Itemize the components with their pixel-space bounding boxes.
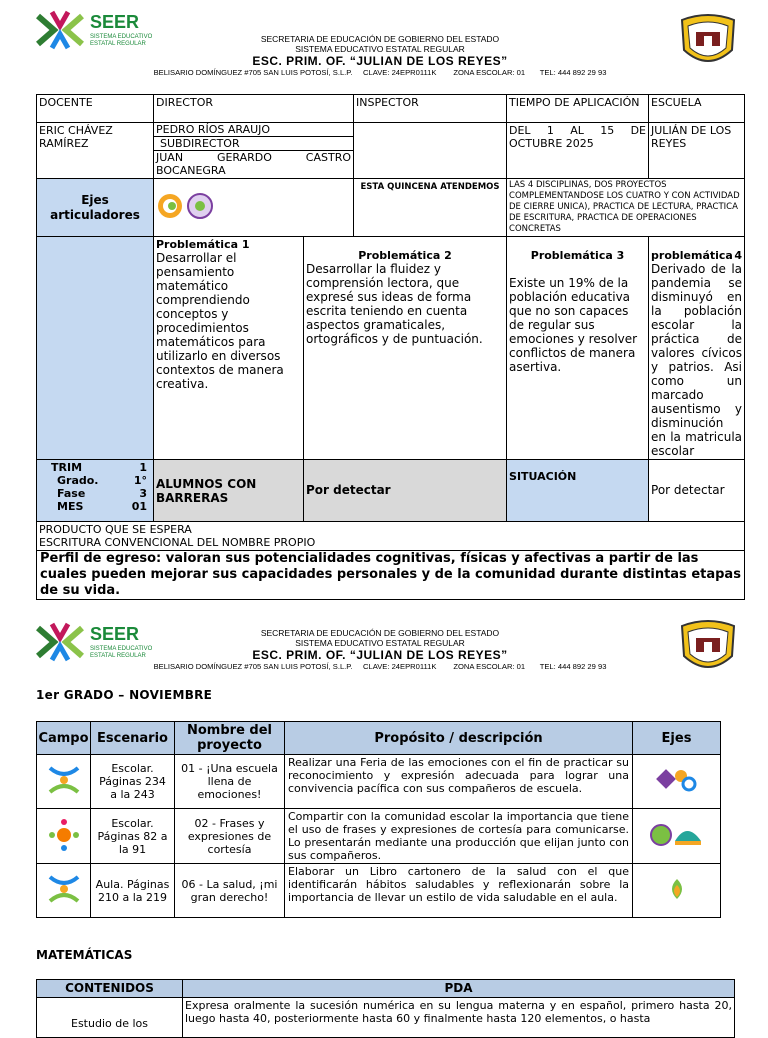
problem-4-number: 4	[734, 249, 743, 262]
problem-4-title: problemática	[651, 249, 733, 262]
table-row	[37, 809, 721, 864]
problem-1	[154, 237, 304, 460]
brand-name-2: SEER	[90, 624, 140, 644]
header-text	[100, 34, 660, 78]
ejes-label: Ejes articuladores	[37, 179, 154, 237]
problem-4	[649, 237, 745, 460]
projects-table	[36, 721, 721, 918]
problem-3-title: Problemática 3	[530, 249, 625, 262]
brand-name: SEER	[90, 12, 140, 32]
director-cell	[154, 123, 354, 179]
grado-value: 1°	[133, 474, 147, 487]
vida-saludable-icon	[663, 875, 691, 903]
header-line-2b: SISTEMA EDUCATIVO ESTATAL REGULAR	[295, 638, 465, 648]
school-crest-icon	[676, 10, 740, 74]
section-title-november: 1er GRADO – NOVIEMBRE	[36, 688, 213, 702]
quincena-value: LAS 4 DISCIPLINAS, DOS PROYECTOS COMPLEMENTANDOSE LOS CUATRO Y CON ACTIVIDAD DE CIERRE UNICA), PRACTICA DE LECTURA, PRACTICA DE ESCRITURA, PRACTICA DE OPERACIONES CONCRETAS	[507, 179, 745, 237]
col-proposito: Propósito / descripción	[285, 722, 633, 755]
perfil-egreso: Perfil de egreso: valoran sus potencialidades cognitivas, físicas y afectivas a partir de las cuales pueden mejorar sus capacidades personales y de la comunidad durante distintas etapas de su vida.	[37, 551, 745, 600]
proposito-1: Realizar una Feria de las emociones con el fin de practicar su reconocimiento y expresión adecuada para lograr una convivencia pacífica con sus compañeros de escuela.	[285, 755, 633, 809]
escuela-header: ESCUELA	[649, 95, 745, 123]
problem-1-title: Problemática 1	[156, 238, 250, 251]
ejes-icons-2	[649, 821, 705, 849]
escenario-1: Escolar. Páginas 234 a la 243	[91, 755, 175, 809]
producto-cell	[37, 522, 745, 551]
inspector-value	[354, 123, 507, 179]
campo-icon-cell	[37, 755, 91, 809]
mes-label: MES	[57, 500, 84, 513]
tiempo-value: DEL 1 AL 15 DE OCTUBRE 2025	[507, 123, 649, 179]
director-header: DIRECTOR	[154, 95, 354, 123]
school-address-2: BELISARIO DOMÍNGUEZ #705 SAN LUIS POTOSÍ, S.L.P. CLAVE: 24EPR0111K ZONA ESCOLAR: 01 TEL: 444 892 29 93	[153, 662, 607, 671]
ejes-1	[633, 755, 721, 809]
alumnos-value: Por detectar	[304, 460, 507, 522]
ejes-icons-1	[655, 766, 699, 794]
school-crest-icon	[676, 616, 740, 680]
inclusion-icon	[158, 194, 182, 218]
interculturality-icon	[188, 194, 212, 218]
problem-3	[507, 237, 649, 460]
contenido-1: Estudio de los	[37, 998, 183, 1038]
page-header-2	[0, 612, 768, 692]
problem-2-text: Desarrollar la fluidez y comprensión lectora, que expresé sus ideas de forma escrita teniendo en cuenta aspectos gramaticales, ortográficos y de puntuación.	[306, 262, 483, 346]
col-pda: PDA	[183, 980, 735, 998]
ejes-3	[633, 864, 721, 918]
problem-4-text: Derivado de la pandemia se disminuyó en la población escolar la práctica de valores cívicos y patrios. Asi como un marcado ausentismo y disminución en la matricula escolar	[651, 262, 743, 458]
lenguajes-campo-icon	[46, 817, 82, 853]
tiempo-header: TIEMPO DE APLICACIÓN	[507, 95, 649, 123]
campo-icon-cell	[37, 864, 91, 918]
campo-icon-cell	[37, 809, 91, 864]
problem-1-text: Desarrollar el pensamiento matemático comprendiendo conceptos y procedimientos matemáticos para utilizarlo en diversos contextos de manera creativa.	[156, 251, 284, 391]
trim-label: TRIM	[51, 461, 83, 474]
page-header	[0, 0, 768, 80]
seer-emblem-icon	[34, 8, 86, 52]
alumnos-label: ALUMNOS CON BARRERAS	[154, 460, 304, 522]
col-proyecto: Nombre del proyecto	[175, 722, 285, 755]
table-row	[37, 755, 721, 809]
problems-side	[37, 237, 154, 460]
proyecto-2: 02 - Frases y expresiones de cortesía	[175, 809, 285, 864]
fase-value: 3	[139, 487, 147, 500]
subdirector-name: JUAN GERARDO CASTRO BOCANEGRA	[156, 151, 352, 177]
docente-name: ERIC CHÁVEZ RAMÍREZ	[37, 123, 154, 179]
proposito-3: Elaborar un Libro cartonero de la salud con el que identificarán hábitos saludables y reflexionarán sobre la importancia de llevar un estilo de vida saludable en el aula.	[285, 864, 633, 918]
school-name-2: ESC. PRIM. OF. “JULIAN DE LOS REYES”	[252, 648, 508, 662]
subdirector-label: SUBDIRECTOR	[154, 136, 353, 150]
situacion-label: SITUACIÓN	[507, 460, 649, 522]
escenario-2: Escolar. Páginas 82 a la 91	[91, 809, 175, 864]
planning-table	[36, 94, 745, 600]
proyecto-1: 01 - ¡Una escuela llena de emociones!	[175, 755, 285, 809]
director-name: PEDRO RÍOS ARAUJO	[156, 123, 271, 136]
escenario-3: Aula. Páginas 210 a la 219	[91, 864, 175, 918]
col-contenidos: CONTENIDOS	[37, 980, 183, 998]
situacion-value: Por detectar	[649, 460, 745, 522]
proyecto-3: 06 - La salud, ¡mi gran derecho!	[175, 864, 285, 918]
brand-subtitle: SISTEMA EDUCATIVO ESTATAL REGULAR	[90, 34, 153, 47]
math-table	[36, 979, 735, 1038]
pda-1: Expresa oralmente la sucesión numérica en su lengua materna y en español, primero hasta 20, luego hasta 40, posteriormente hasta 60 y finalmente hasta 120 elementos, o hasta	[183, 998, 735, 1038]
problem-2	[304, 237, 507, 460]
brand-subtitle-2: SISTEMA EDUCATIVO ESTATAL REGULAR	[90, 646, 153, 659]
escuela-value: JULIÁN DE LOS REYES	[649, 123, 745, 179]
col-escenario: Escenario	[91, 722, 175, 755]
section-title-matematicas: MATEMÁTICAS	[36, 948, 133, 962]
header-line-1: SECRETARIA DE EDUCACIÓN DE GOBIERNO DEL ESTADO	[260, 34, 500, 44]
docente-header: DOCENTE	[37, 95, 154, 123]
table-row	[37, 864, 721, 918]
producto-label: PRODUCTO QUE SE ESPERA	[39, 523, 192, 536]
ejes-2	[633, 809, 721, 864]
col-ejes: Ejes	[633, 722, 721, 755]
seer-emblem-icon	[34, 620, 86, 664]
fase-label: Fase	[57, 487, 86, 500]
problem-3-text: Existe un 19% de la población educativa que no son capaces de regular sus emociones y resolver conflictos de manera asertiva.	[509, 276, 638, 374]
school-address: BELISARIO DOMÍNGUEZ #705 SAN LUIS POTOSÍ, S.L.P. CLAVE: 24EPR0111K ZONA ESCOLAR: 01 TEL: 444 892 29 93	[153, 68, 607, 77]
proposito-2: Compartir con la comunidad escolar la importancia que tiene el uso de frases y expresiones de cortesía para comunicarse. Lo presentarán mediante una producción que elijan junto con sus compañeros.	[285, 809, 633, 864]
trim-value: 1	[139, 461, 147, 474]
inspector-header: INSPECTOR	[354, 95, 507, 123]
trim-cell	[37, 460, 154, 522]
etica-campo-icon	[46, 762, 82, 798]
header-line-2: SISTEMA EDUCATIVO ESTATAL REGULAR	[295, 44, 465, 54]
grado-label: Grado.	[57, 474, 99, 487]
producto-value: ESCRITURA CONVENCIONAL DEL NOMBRE PROPIO	[39, 536, 316, 549]
problem-2-title: Problemática 2	[358, 249, 452, 262]
mes-value: 01	[131, 500, 147, 513]
ejes-icons	[154, 179, 354, 237]
header-line-1b: SECRETARIA DE EDUCACIÓN DE GOBIERNO DEL ESTADO	[260, 628, 500, 638]
quincena-label: ESTA QUINCENA ATENDEMOS	[354, 179, 507, 237]
table-row	[37, 998, 735, 1038]
header-text-2	[100, 628, 660, 672]
etica-campo-icon	[46, 871, 82, 907]
col-campo: Campo	[37, 722, 91, 755]
school-name: ESC. PRIM. OF. “JULIAN DE LOS REYES”	[252, 54, 508, 68]
